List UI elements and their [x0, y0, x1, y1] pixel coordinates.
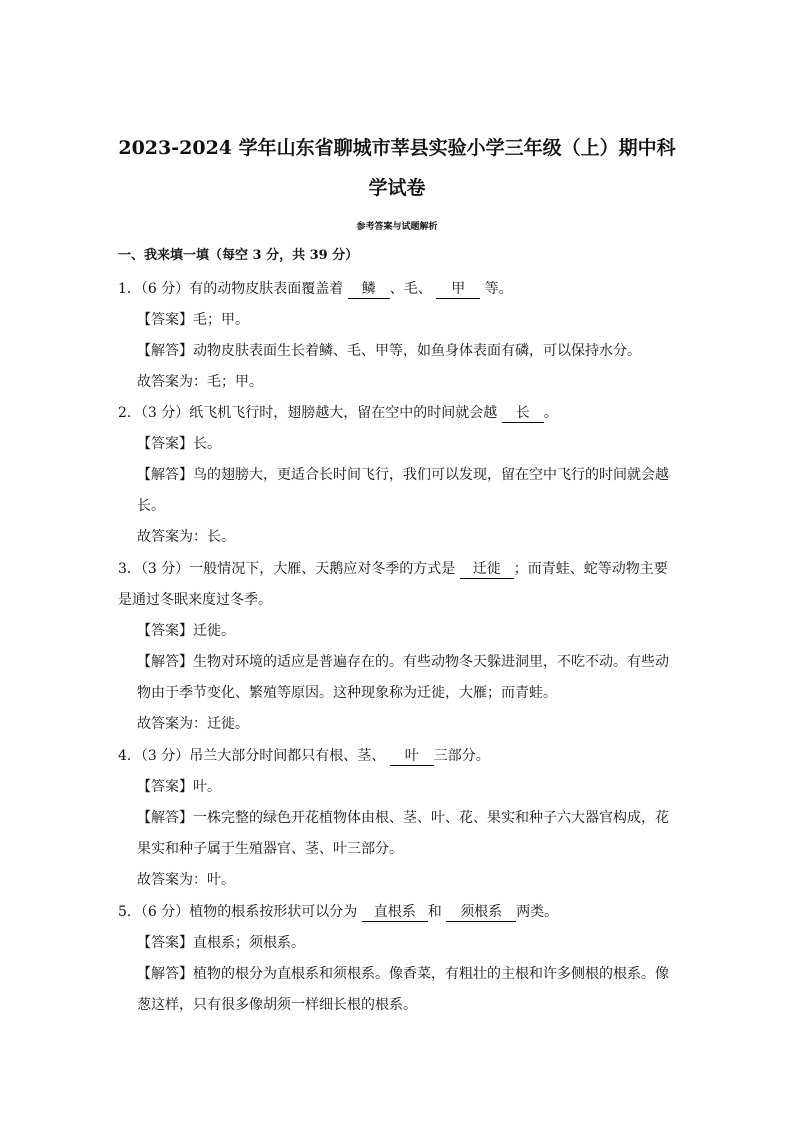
question-4	[118, 746, 490, 766]
analysis-line	[137, 341, 641, 361]
question-number: 5．	[118, 904, 141, 920]
exam-subtitle: 参考答案与试题解析	[356, 222, 438, 232]
section-heading: 一、我来填一填（每空 3 分，共 39 分）	[118, 248, 359, 263]
question-continuation: 是通过冬眠来度过冬季。	[118, 592, 272, 608]
answer-tag: 【答案】	[137, 935, 193, 951]
question-2	[118, 403, 558, 423]
analysis-continuation: 果实和种子属于生殖器官、茎、叶三部分。	[137, 841, 403, 857]
analysis-line	[137, 808, 669, 828]
answer-tag: 【答案】	[137, 779, 193, 795]
question-3	[118, 559, 668, 579]
blank-answer: 叶	[390, 747, 434, 766]
analysis-line	[137, 652, 669, 672]
answer-line	[137, 933, 305, 953]
analysis-line	[137, 964, 669, 984]
question-number: 2．	[118, 405, 141, 421]
question-text: （6 分）植物的根系按形状可以分为	[140, 904, 358, 920]
question-text: ；而青蛙、蛇等动物主要	[513, 561, 668, 577]
analysis-text: 生物对环境的适应是普遍存在的。有些动物冬天躲进洞里，不吃不动。有些动	[193, 654, 669, 670]
question-text: 三部分。	[433, 748, 490, 764]
analysis-text: 动物皮肤表面生长着鳞、毛、甲等，如鱼身体表面有磷，可以保持水分。	[193, 343, 641, 359]
blank-answer: 须根系	[446, 903, 516, 922]
blank-answer: 迁徙	[460, 560, 514, 579]
conclusion-line: 故答案为：迁徙。	[137, 716, 249, 732]
blank-answer: 甲	[436, 280, 480, 299]
question-1	[118, 279, 513, 299]
question-text: （6 分）有的动物皮肤表面覆盖着	[140, 281, 344, 297]
analysis-tag: 【解答】	[137, 467, 193, 483]
answer-text: 迁徙。	[193, 623, 235, 639]
exam-title-line-1: 2023-2024 学年山东省聊城市莘县实验小学三年级（上）期中科	[118, 137, 676, 159]
analysis-continuation: 葱这样，只有很多像胡须一样细长根的根系。	[137, 997, 417, 1013]
question-text: 和	[427, 904, 442, 920]
question-text: 、毛、	[389, 281, 432, 297]
question-5	[118, 902, 558, 922]
question-text: （3 分）纸飞机飞行时，翅膀越大，留在空中的时间就会越	[140, 405, 498, 421]
answer-text: 直根系；须根系。	[193, 935, 305, 951]
answer-tag: 【答案】	[137, 312, 193, 328]
answer-text: 毛；甲。	[193, 312, 249, 328]
answer-tag: 【答案】	[137, 436, 193, 452]
blank-answer: 鳞	[348, 280, 390, 299]
analysis-tag: 【解答】	[137, 966, 193, 982]
question-text: 等。	[484, 281, 513, 297]
analysis-line	[137, 465, 669, 485]
conclusion-line: 故答案为：叶。	[137, 872, 235, 888]
answer-line	[137, 777, 221, 797]
analysis-tag: 【解答】	[137, 343, 193, 359]
analysis-continuation: 长。	[137, 498, 165, 514]
analysis-text: 植物的根分为直根系和须根系。像香菜，有粗壮的主根和许多侧根的根系。像	[193, 966, 669, 982]
question-text: （3 分）吊兰大部分时间都只有根、茎、	[140, 748, 386, 764]
conclusion-line: 故答案为：长。	[137, 529, 235, 545]
conclusion-line: 故答案为：毛；甲。	[137, 374, 263, 390]
question-text: 两类。	[516, 904, 559, 920]
analysis-continuation: 物由于季节变化、繁殖等原因。这种现象称为迁徙，大雁；而青蛙。	[137, 685, 557, 701]
analysis-tag: 【解答】	[137, 810, 193, 826]
question-number: 3．	[118, 561, 141, 577]
question-number: 4．	[118, 748, 141, 764]
question-number: 1．	[118, 281, 141, 297]
answer-text: 叶。	[193, 779, 221, 795]
answer-text: 长。	[193, 436, 221, 452]
answer-line	[137, 434, 221, 454]
analysis-text: 鸟的翅膀大，更适合长时间飞行，我们可以发现，留在空中飞行的时间就会越	[193, 467, 669, 483]
analysis-text: 一株完整的绿色开花植物体由根、茎、叶、花、果实和种子六大器官构成，花	[193, 810, 669, 826]
answer-line	[137, 310, 249, 330]
exam-title-line-2: 学试卷	[368, 177, 426, 199]
question-text: 。	[543, 405, 558, 421]
analysis-tag: 【解答】	[137, 654, 193, 670]
answer-tag: 【答案】	[137, 623, 193, 639]
question-text: （3 分）一般情况下，大雁、天鹅应对冬季的方式是	[140, 561, 456, 577]
blank-answer: 长	[502, 404, 544, 423]
answer-line	[137, 621, 235, 641]
blank-answer: 直根系	[362, 903, 428, 922]
